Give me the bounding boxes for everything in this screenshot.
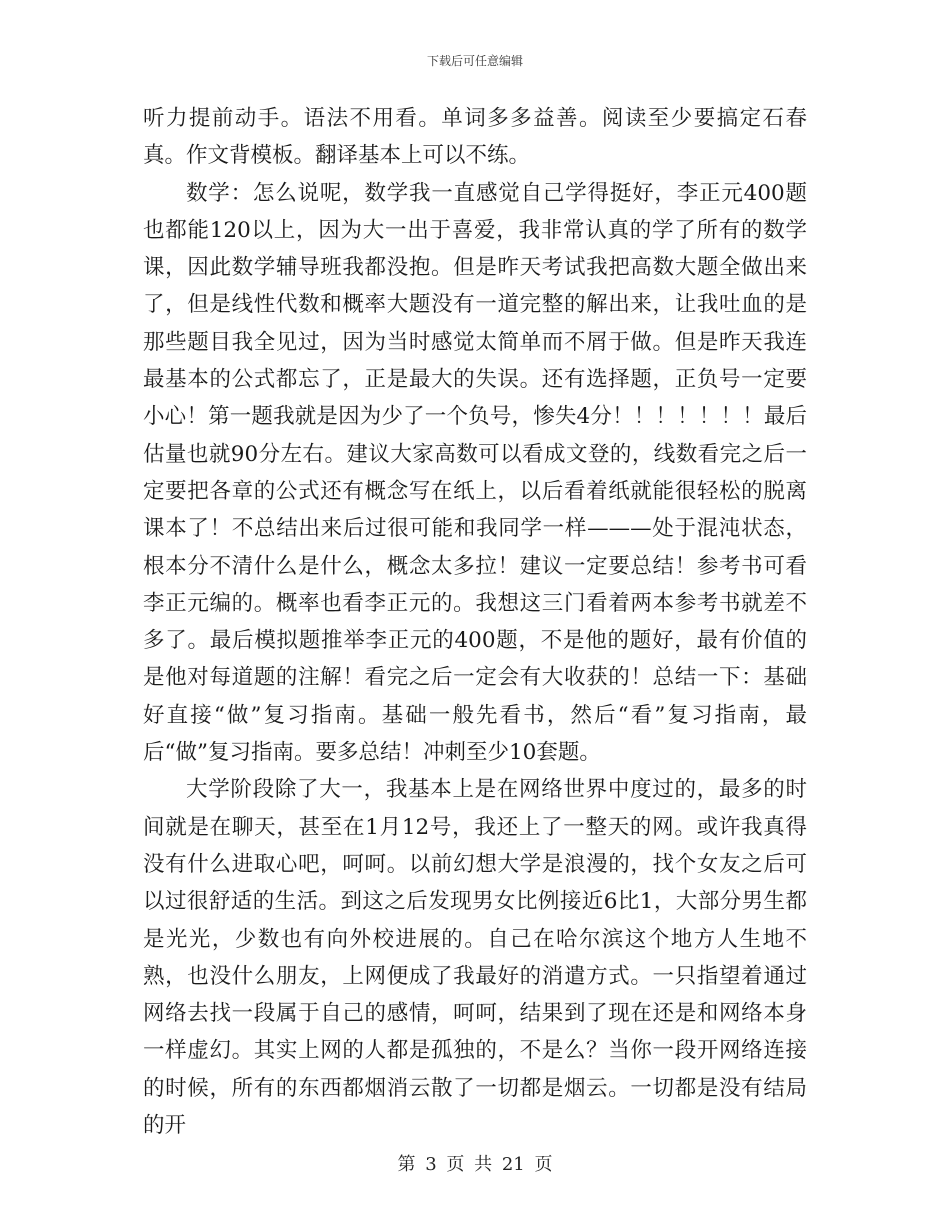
page-header: 下载后可任意编辑 bbox=[426, 54, 523, 68]
paragraph-english-tips: 听力提前动手。语法不用看。单词多多益善。阅读至少要搞定石春真。作文背模板。翻译基本上可以不练。 bbox=[143, 106, 807, 169]
page-number-footer: 第 3 页 共 21 页 bbox=[397, 1154, 553, 1175]
paragraph-college-life: 大学阶段除了大一，我基本上是在网络世界中度过的，最多的时间就是在聊天，甚至在1月12号，我还上了一整天的网。或许我真得没有什么进取心吧，呵呵。以前幻想大学是浪漫的，找个女友之后可以过很舒适的生活。到这之后发现男女比例接近6比1，大部分男生都是光光，少数也有向外校进展的。自己在哈尔滨这个地方人生地不熟，也没什么朋友，上网便成了我最好的消遣方式。一只指望着通过网络去找一段属于自己的感情，呵呵，结果到了现在还是和网络本身一样虚幻。其实上网的人都是孤独的，不是么？当你一段开网络连接的时候，所有的东西都烟消云散了一切都是烟云。一切都是没有结局的开 bbox=[143, 777, 807, 1139]
document-body bbox=[143, 100, 807, 1144]
paragraph-math: 数学：怎么说呢，数学我一直感觉自己学得挺好，李正元400题也都能120以上，因为大一出于喜爱，我非常认真的学了所有的数学课，因此数学辅导班我都没抱。但是昨天考试我把高数大题全做出来了，但是线性代数和概率大题没有一道完整的解出来，让我吐血的是那些题目我全见过，因为当时感觉太简单而不屑于做。但是昨天我连最基本的公式都忘了，正是最大的失误。还有选择题，正负号一定要小心！第一题我就是因为少了一个负号，惨失4分！！！！！！！最后估量也就90分左右。建议大家高数可以看成文登的，线数看完之后一定要把各章的公式还有概念写在纸上，以后看着纸就能很轻松的脱离课本了！不总结出来后过很可能和我同学一样———处于混沌状态，根本分不清什么是什么，概念太多拉！建议一定要总结！参考书可看李正元编的。概率也看李正元的。我想这三门看着两本参考书就差不多了。最后模拟题推举李正元的400题，不是他的题好，最有价值的是他对每道题的注解！看完之后一定会有大收获的！总结一下：基础好直接“做”复习指南。基础一般先看书，然后“看”复习指南，最后“做”复习指南。要多总结！冲刺至少10套题。 bbox=[143, 180, 807, 766]
